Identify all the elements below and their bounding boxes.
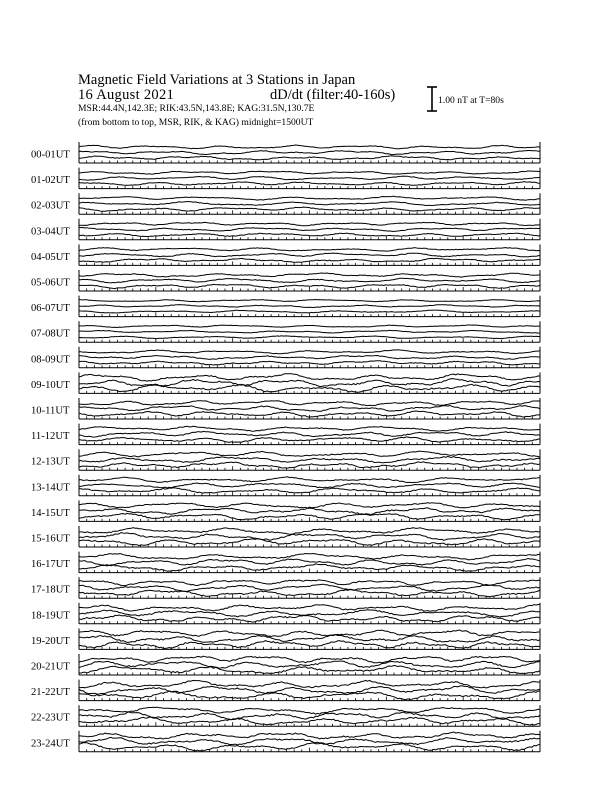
station-order-note: (from bottom to top, MSR, RIK, & KAG) midnight=1500UT [78,117,314,128]
hour-row [31,168,540,189]
row-label: 23-24UT [31,738,70,750]
trace-rik [79,356,540,360]
row-label: 04-05UT [31,251,70,263]
trace-kag [79,145,540,149]
chart-title: Magnetic Field Variations at 3 Stations in Japan [78,72,356,88]
trace-kag [79,171,540,174]
row-label: 21-22UT [31,687,70,699]
row-label: 08-09UT [31,354,70,366]
trace-kag [79,273,540,277]
trace-rik [79,253,540,257]
row-label: 15-16UT [31,533,70,545]
row-label: 17-18UT [31,584,70,596]
hour-row [31,705,540,726]
row-label: 16-17UT [31,559,70,571]
trace-kag [79,528,540,535]
row-label: 22-23UT [31,712,70,724]
trace-msr [79,488,540,493]
trace-rik [79,227,540,231]
trace-kag [79,300,540,302]
trace-rik [79,305,540,308]
trace-rik [79,533,540,541]
trace-rik [79,508,540,515]
trace-kag [79,554,540,560]
trace-kag [79,325,540,328]
row-label: 03-04UT [31,226,70,238]
hour-row [31,680,540,701]
trace-kag [79,350,540,354]
trace-rik [79,635,540,643]
trace-kag [79,503,540,509]
trace-kag [79,604,540,611]
trace-rik [79,151,540,155]
row-label: 09-10UT [31,379,70,391]
trace-msr [79,336,540,339]
row-label: 00-01UT [31,149,70,161]
chart-date: 16 August 2021 [78,87,175,103]
trace-kag [79,630,540,637]
hour-row [31,603,540,624]
row-label: 07-08UT [31,328,70,340]
trace-kag [79,374,540,382]
row-label: 19-20UT [31,635,70,647]
row-label: 10-11UT [31,405,70,417]
trace-kag [79,477,540,483]
trace-kag [79,451,540,457]
hour-row [31,270,540,291]
hour-row [31,731,540,752]
trace-kag [79,196,540,200]
hour-row [31,500,540,521]
trace-rik [79,278,540,283]
hour-row [31,193,540,214]
hour-row [31,296,540,317]
hour-row [31,244,540,265]
hour-row [31,372,540,393]
trace-msr [79,233,540,236]
trace-kag [79,248,540,252]
trace-rik [79,406,540,412]
row-label: 13-14UT [31,482,70,494]
trace-kag [79,580,540,586]
row-label: 01-02UT [31,175,70,187]
hour-row [31,219,540,240]
hour-row [31,347,540,368]
trace-kag [79,401,540,406]
trace-kag [79,426,540,431]
hour-row [31,142,540,163]
row-label: 20-21UT [31,661,70,673]
hour-row [31,424,540,445]
row-label: 05-06UT [31,277,70,289]
hour-row [31,475,540,496]
trace-rik [79,483,540,488]
trace-rik [79,202,540,206]
hour-row [31,577,540,598]
row-label: 18-19UT [31,610,70,622]
trace-kag [79,732,540,739]
trace-rik [79,431,540,437]
trace-rik [79,456,540,462]
trace-rik [79,176,540,180]
trace-kag [79,656,540,663]
hour-row [31,526,540,547]
trace-rik [79,330,540,333]
row-label: 06-07UT [31,303,70,315]
filter-label: dD/dt (filter:40-160s) [270,87,396,103]
row-label: 14-15UT [31,507,70,519]
hour-row [31,628,540,649]
row-label: 02-03UT [31,200,70,212]
trace-kag [79,222,540,225]
stations-label: MSR:44.4N,142.3E; RIK:43.5N,143.8E; KAG:31.5N,130.7E [78,103,315,114]
scale-label: 1.00 nT at T=80s [438,95,504,106]
trace-msr [79,310,540,313]
hour-row [31,321,540,342]
row-label: 12-13UT [31,456,70,468]
hour-row [31,552,540,573]
trace-kag [79,680,540,688]
hour-row [31,449,540,470]
hour-row [31,654,540,675]
row-label: 11-12UT [31,431,70,443]
trace-kag [79,707,540,714]
hour-row [31,398,540,419]
